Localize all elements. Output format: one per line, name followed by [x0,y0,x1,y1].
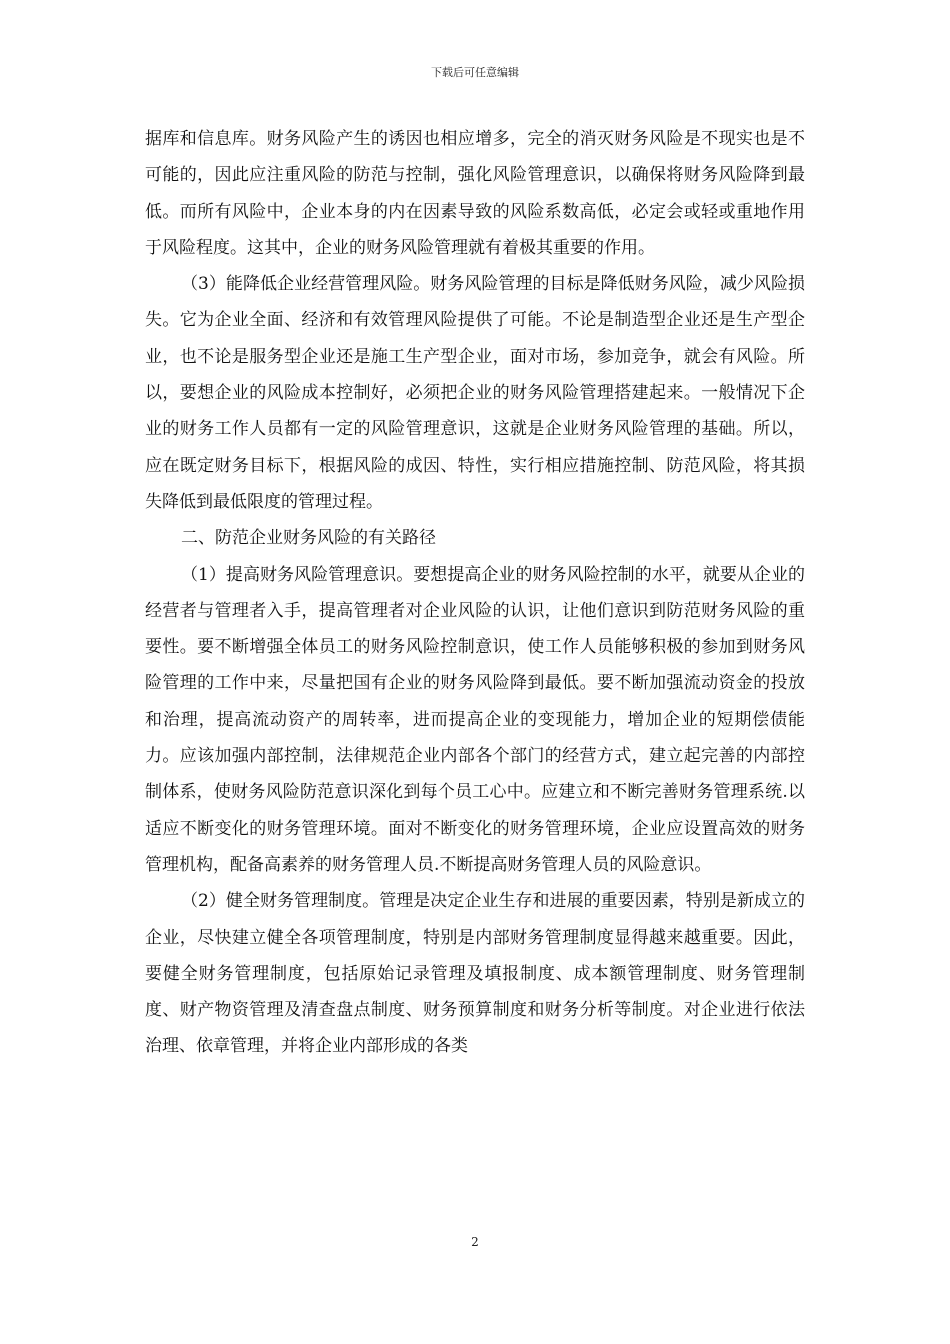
paragraph-item-3: （3）能降低企业经营管理风险。财务风险管理的目标是降低财务风险，减少风险损失。它为企业全面、经济和有效管理风险提供了可能。不论是制造型企业还是生产型企业，也不论是服务型企业还是施工生产型企业，面对市场，参加竞争，就会有风险。所以，要想企业的风险成本控制好，必须把企业的财务风险管理搭建起来。一般情况下企业的财务工作人员都有一定的风险管理意识，这就是企业财务风险管理的基础。所以，应在既定财务目标下，根据风险的成因、特性，实行相应措施控制、防范风险，将其损失降低到最低限度的管理过程。 [145,274,805,512]
paragraph-item-1: （1）提高财务风险管理意识。要想提高企业的财务风险控制的水平，就要从企业的经营者与管理者入手，提高管理者对企业风险的认识，让他们意识到防范财务风险的重要性。要不断增强全体员工的财务风险控制意识，使工作人员能够积极的参加到财务风险管理的工作中来，尽量把国有企业的财务风险降到最低。要不断加强流动资金的投放和治理，提高流动资产的周转率，进而提高企业的变现能力，增加企业的短期偿债能力。应该加强内部控制，法律规范企业内部各个部门的经营方式，建立起完善的内部控制体系，使财务风险防范意识深化到每个员工心中。应建立和不断完善财务管理系统.以适应不断变化的财务管理环境。面对不断变化的财务管理环境，企业应设置高效的财务管理机构，配备高素养的财务管理人员.不断提高财务管理人员的风险意识。 [145,564,805,875]
paragraph-continued: 据库和信息库。财务风险产生的诱因也相应增多，完全的消灭财务风险是不现实也是不可能的，因此应注重风险的防范与控制，强化风险管理意识，以确保将财务风险降到最低。而所有风险中，企业本身的内在因素导致的风险系数高低，必定会或轻或重地作用于风险程度。这其中，企业的财务风险管理就有着极其重要的作用。 [145,129,805,258]
page-number: 2 [471,1235,479,1249]
page-header: 下载后可任意编辑 [431,66,519,79]
document-body [145,121,805,1065]
section-heading: 二、防范企业财务风险的有关路径 [181,528,436,549]
paragraph-item-2: （2）健全财务管理制度。管理是决定企业生存和进展的重要因素，特别是新成立的企业，尽快建立健全各项管理制度，特别是内部财务管理制度显得越来越重要。因此，要健全财务管理制度，包括原始记录管理及填报制度、成本额管理制度、财务管理制度、财产物资管理及清查盘点制度、财务预算制度和财务分析等制度。对企业进行依法治理、依章管理，并将企业内部形成的各类 [145,891,805,1057]
